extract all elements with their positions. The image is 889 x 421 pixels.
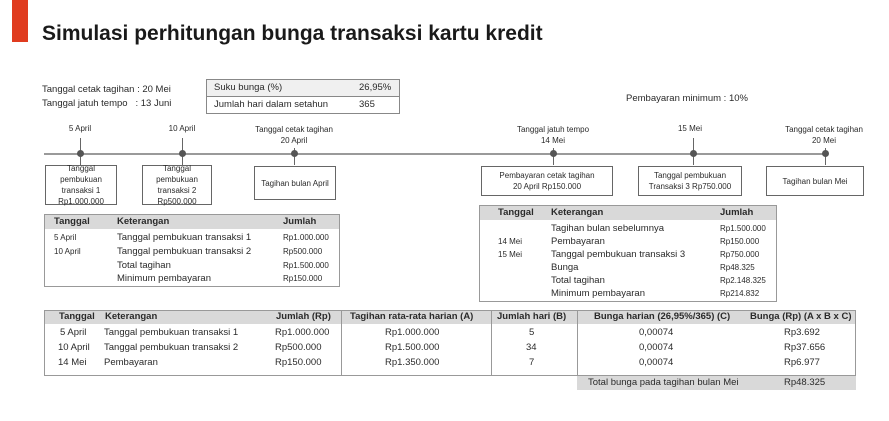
event-box-transaction-3: Tanggal pembukuan Transaksi 3 Rp750.000 [638, 166, 742, 196]
timeline-label: 10 April [168, 124, 196, 133]
rate-value: 26,95% [359, 82, 392, 93]
days-label: Jumlah hari dalam setahun [214, 99, 329, 110]
interest-calc-table: Tanggal Keterangan Jumlah (Rp) Tagihan rata-rata harian (A) Jumlah hari (B) Bunga harian (26,95%/365) (C) Bunga (Rp) (A x B x C) 5 April Tanggal pembukuan transaksi 1 Rp1.000.000 Rp1.000.000 5 0,00074 Rp3.692 10 April Tanggal pembukuan transaksi 2 Rp500.000 Rp1.500.000 34 0,00074 Rp37.656 14 Mei Pembayaran Rp150.000 Rp1.350.000 7 0,00074 Rp6.977 Total bunga pada tagihan bulan Mei Rp48.325 [44, 310, 856, 390]
event-box-transaction-1: Tanggal pembukuan transaksi 1 Rp1.000.000 [45, 165, 117, 205]
event-box-may-bill: Tagihan bulan Mei [766, 166, 864, 196]
timeline-label: 5 April [68, 124, 92, 133]
rate-label: Suku bunga (%) [214, 82, 283, 93]
timeline-dot [550, 150, 557, 157]
min-payment-text: Pembayaran minimum : 10% [626, 93, 748, 104]
total-interest-value: Rp48.325 [784, 377, 826, 388]
event-box-april-bill: Tagihan bulan April [254, 166, 336, 200]
april-bill-table: Tanggal Keterangan Jumlah 5 April Tanggal pembukuan transaksi 1 Rp1.000.000 10 April Tanggal pembukuan transaksi 2 Rp500.000 Total tagihan Rp1.500.000 Minimum pembayaran Rp150.000 [44, 214, 340, 287]
timeline-dot [77, 150, 84, 157]
timeline-line [44, 153, 824, 155]
timeline-dot [822, 150, 829, 157]
due-date-text: Tanggal jatuh tempo : 13 Juni [42, 98, 172, 109]
timeline-dot [291, 150, 298, 157]
print-date-text: Tanggal cetak tagihan : 20 Mei [42, 84, 171, 95]
timeline-dot [179, 150, 186, 157]
timeline-label: Tanggal cetak tagihan 20 April [255, 125, 333, 145]
rate-info-box [206, 79, 400, 114]
event-box-transaction-2: Tanggal pembukuan transaksi 2 Rp500.000 [142, 165, 212, 205]
may-bill-table: Tanggal Keterangan Jumlah Tagihan bulan sebelumnya Rp1.500.000 14 Mei Pembayaran Rp150.000 15 Mei Tanggal pembukuan transaksi 3 Rp750.000 Bunga Rp48.325 Total tagihan Rp2.148.325 Minimum pembayaran Rp214.832 [479, 205, 777, 302]
page-title: Simulasi perhitungan bunga transaksi kartu kredit [42, 22, 543, 45]
total-interest-label: Total bunga pada tagihan bulan Mei [588, 377, 739, 388]
table-header: Tanggal Keterangan Jumlah (Rp) Tagihan rata-rata harian (A) Jumlah hari (B) Bunga harian (26,95%/365) (C) Bunga (Rp) (A x B x C) [45, 311, 855, 324]
timeline-label: Tanggal jatuh tempo 14 Mei [516, 125, 590, 145]
total-interest-row [577, 376, 856, 390]
timeline-label: Tanggal cetak tagihan 20 Mei [785, 125, 863, 145]
event-box-payment: Pembayaran cetak tagihan 20 April Rp150.000 [481, 166, 613, 196]
accent-bar [12, 0, 28, 42]
table-header: Tanggal Keterangan Jumlah [480, 206, 776, 220]
timeline-label: 15 Mei [677, 124, 702, 133]
timeline-dot [690, 150, 697, 157]
days-value: 365 [359, 99, 375, 110]
table-header: Tanggal Keterangan Jumlah [45, 215, 339, 229]
